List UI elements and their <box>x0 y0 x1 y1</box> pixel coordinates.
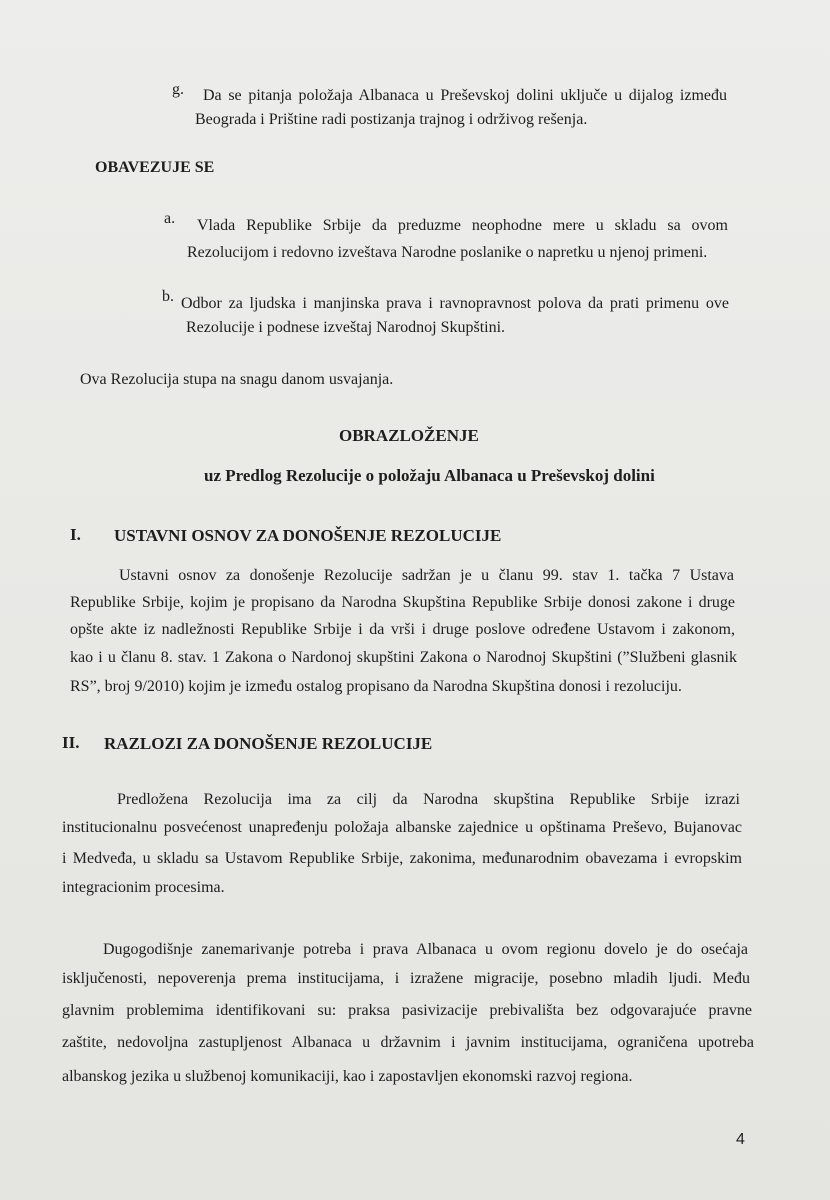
section1-line1: Ustavni osnov za donošenje Rezolucije sadržan je u članu 99. stav 1. tačka 7 Ustava <box>119 567 734 584</box>
section2-heading: RAZLOZI ZA DONOŠENJE REZOLUCIJE <box>104 734 433 753</box>
item-g-line1: Da se pitanja položaja Albanaca u Preševskoj dolini uključe u dijalog između <box>203 87 727 104</box>
list-marker-a: a. <box>164 210 176 227</box>
item-g-line2: Beograda i Prištine radi postizanja trajnog i održivog rešenja. <box>195 111 588 128</box>
section1-number: I. <box>70 525 81 544</box>
section2-para2-line1: Dugogodišnje zanemarivanje potreba i prava Albanaca u ovom regionu dovelo je do osećaja <box>103 941 748 958</box>
section2-para2-line2: isključenosti, nepoverenja prema institucijama, i izražene migracije, posebno mladih ljudi. Među <box>62 970 750 987</box>
item-b-line1: Odbor za ljudska i manjinska prava i ravnopravnost polova da prati primenu ove <box>181 295 729 312</box>
effective-statement: Ova Rezolucija stupa na snagu danom usvajanja. <box>80 371 394 388</box>
section2-para2-line4: zaštite, nedovoljna zastupljenost Albanaca u državnim i javnim institucijama, ograničena upotreba <box>62 1034 754 1051</box>
list-marker-g: g. <box>172 81 184 98</box>
section2-para1-line2: institucionalnu posvećenost unapređenju položaja albanske zajednice u opštinama Preševo, Bujanovac <box>62 819 742 836</box>
obavezuje-heading: OBAVEZUJE SE <box>95 159 215 176</box>
section1-line5: RS”, broj 9/2010) kojim je između ostalog propisano da Narodna Skupština donosi i rezoluciju. <box>70 678 682 695</box>
item-a-line2: Rezolucijom i redovno izveštava Narodne poslanike o napretku u njenoj primeni. <box>187 244 708 261</box>
section2-number: II. <box>62 733 80 752</box>
section2-para2-line3: glavnim problemima identifikovani su: praksa pasivizacije prebivališta bez odgovarajuće pravne <box>62 1002 752 1019</box>
page-number: 4 <box>736 1131 745 1148</box>
item-a-line1: Vlada Republike Srbije da preduzme neophodne mere u skladu sa ovom <box>197 217 728 234</box>
section2-para1-line1: Predložena Rezolucija ima za cilj da Narodna skupština Republike Srbije izrazi <box>117 791 740 808</box>
section2-para1-line4: integracionim procesima. <box>62 879 225 896</box>
item-b-line2: Rezolucije i podnese izveštaj Narodnoj Skupštini. <box>186 319 506 336</box>
obrazlozenje-subtitle: uz Predlog Rezolucije o položaju Albanaca u Preševskoj dolini <box>204 466 655 485</box>
list-marker-b: b. <box>162 288 174 305</box>
section1-line3: opšte akte iz nadležnosti Republike Srbije i da vrši i druge poslove određene Ustavom i zakonom, <box>70 621 735 638</box>
section2-para1-line3: i Medveđa, u skladu sa Ustavom Republike Srbije, zakonima, međunarodnim obavezama i evropskim <box>62 850 742 867</box>
section1-line4: kao i u članu 8. stav. 1 Zakona o Nardonoj skupštini Zakona o Narodnoj Skupštini (”Službeni glasnik <box>70 649 737 666</box>
section2-para2-line5: albanskog jezika u službenoj komunikaciji, kao i zapostavljen ekonomski razvoj regiona. <box>62 1068 633 1085</box>
section1-line2: Republike Srbije, kojim je propisano da Narodna Skupština Republike Srbije donosi zakone i druge <box>70 594 735 611</box>
section1-heading: USTAVNI OSNOV ZA DONOŠENJE REZOLUCIJE <box>114 526 502 545</box>
obrazlozenje-title: OBRAZLOŽENJE <box>339 426 479 445</box>
